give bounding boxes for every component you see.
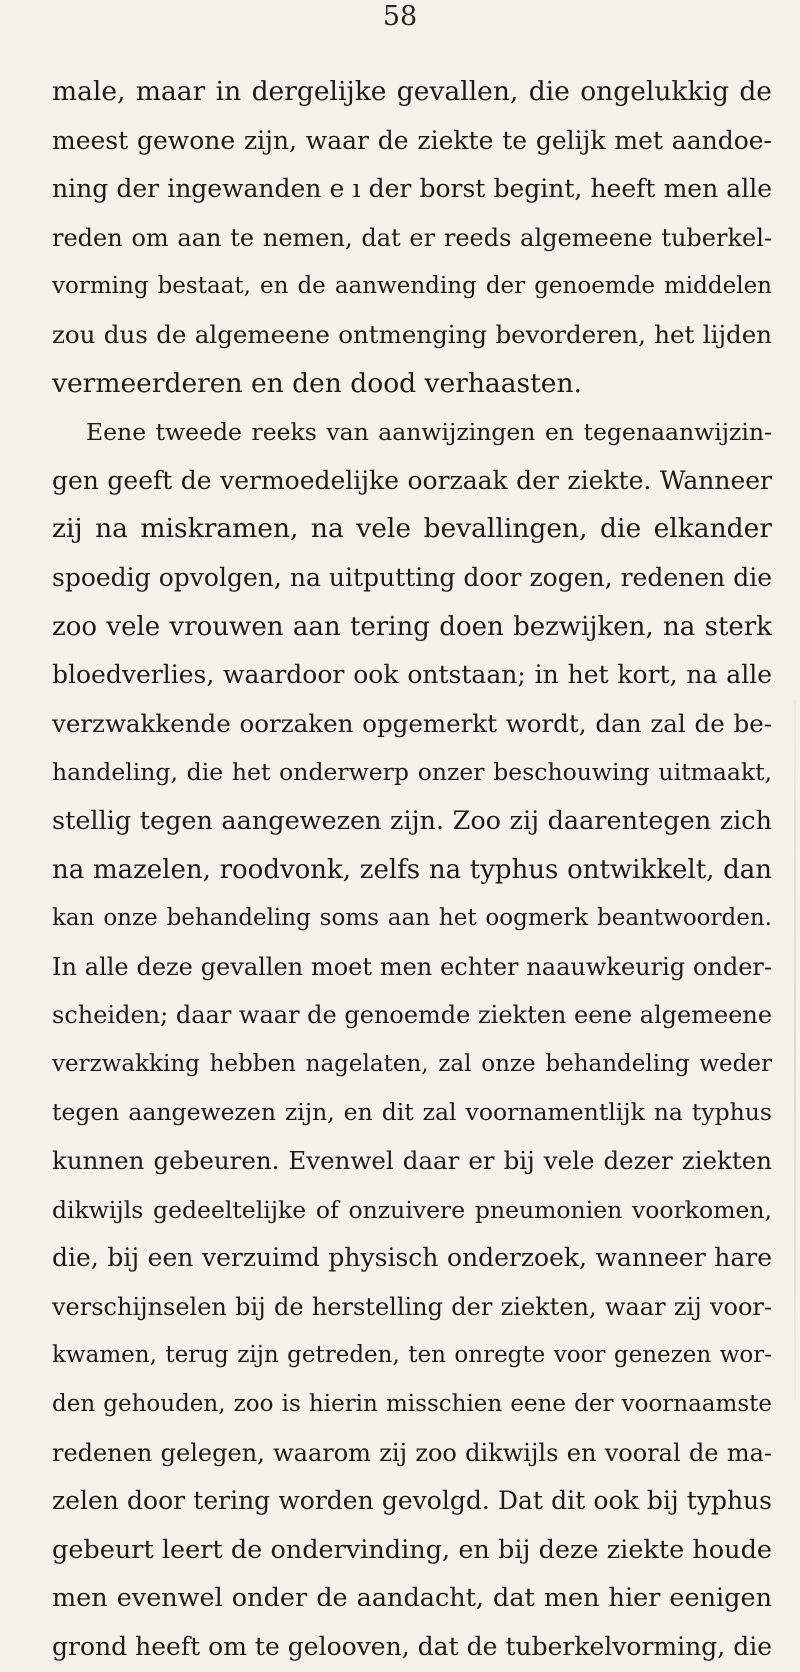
text-line: scheiden; daar waar de genoemde ziekten eene algemeene: [52, 1001, 773, 1030]
text-line: zou dus de algemeene ontmenging bevorderen, het lijden: [52, 319, 772, 349]
text-line: ning der ingewanden e ı der borst begint, heeft men alle: [52, 174, 772, 204]
text-line: die, bij een verzuimd physisch onderzoek, wanneer hare: [52, 1243, 772, 1273]
text-line: gebeurt leert de ondervinding, en bij deze ziekte houde: [52, 1534, 772, 1565]
text-line: zij na miskramen, na vele bevallingen, die elkander: [52, 513, 772, 545]
text-line: vermeerderen en den dood verhaasten.: [52, 367, 582, 399]
text-line: kunnen gebeuren. Evenwel daar er bij vele dezer ziekten: [52, 1146, 772, 1176]
page-edge-shadow: [794, 700, 796, 1400]
text-line: redenen gelegen, waarom zij zoo dikwijls en vooral de ma-: [52, 1438, 772, 1467]
text-line: bloedverlies, waardoor ook ontstaan; in het kort, na alle: [52, 660, 772, 690]
text-line: verzwakking hebben nagelaten, zal onze behandeling weder: [52, 1050, 772, 1077]
text-line: kwamen, terug zijn getreden, ten onregte voor genezen wor-: [52, 1342, 772, 1369]
text-line: male, maar in dergelijke gevallen, die ongelukkig de: [52, 76, 772, 107]
text-line: gen geeft de vermoedelijke oorzaak der ziekte. Wanneer: [52, 465, 772, 495]
text-line: zoo vele vrouwen aan tering doen bezwijken, na sterk: [52, 611, 772, 642]
text-line: vorming bestaat, en de aanwending der genoemde middelen: [52, 273, 772, 300]
text-line: spoedig opvolgen, na uitputting door zogen, redenen die: [52, 562, 772, 592]
text-line: na mazelen, roodvonk, zelfs na typhus ontwikkelt, dan: [52, 854, 772, 885]
text-line: Eene tweede reeks van aanwijzingen en tegenaanwijzin-: [86, 418, 772, 447]
text-line: dikwijls gedeeltelijke of onzuivere pneumonien voorkomen,: [52, 1195, 772, 1224]
text-line: In alle deze gevallen moet men echter naauwkeurig onder-: [52, 952, 772, 981]
text-line: verschijnselen bij de herstelling der ziekten, waar zij voor-: [52, 1292, 772, 1321]
text-line: meest gewone zijn, waar de ziekte te gelijk met aandoe-: [52, 125, 772, 155]
text-line: zelen door tering worden gevolgd. Dat dit ook bij typhus: [52, 1486, 772, 1516]
text-line: stellig tegen aangewezen zijn. Zoo zij daarentegen zich: [52, 805, 772, 836]
text-line: reden om aan te nemen, dat er reeds algemeene tuberkel-: [52, 223, 772, 252]
text-line: kan onze behandeling soms aan het oogmerk beantwoorden.: [52, 905, 772, 932]
text-line: verzwakkende oorzaken opgemerkt wordt, dan zal de be-: [52, 708, 772, 738]
page-number: 58: [382, 1, 418, 32]
body-text: [52, 68, 772, 1672]
text-line: handeling, die het onderwerp onzer beschouwing uitmaakt,: [52, 758, 772, 787]
text-line: grond heeft om te gelooven, dat de tuberkelvorming, die: [52, 1632, 772, 1661]
text-line: den gehouden, zoo is hierin misschien eene der voornaamste: [52, 1391, 772, 1418]
text-line: tegen aangewezen zijn, en dit zal voornamentlijk na typhus: [52, 1098, 772, 1127]
text-line: men evenwel onder de aandacht, dat men hier eenigen: [52, 1583, 772, 1614]
